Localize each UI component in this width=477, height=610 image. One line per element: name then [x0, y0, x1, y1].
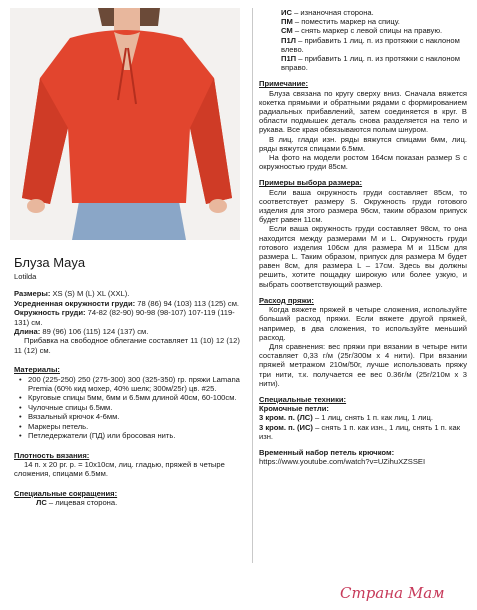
- abbr-key: ПМ: [281, 17, 293, 27]
- techniques-subtitle: Кромочные петли:: [259, 404, 329, 414]
- chest-line: [14, 299, 246, 308]
- chest-value: 78 (86) 94 (103) 113 (125) см.: [135, 298, 240, 308]
- technique-value: – 1 лиц, снять 1 п. как лиц, 1 лиц.: [312, 413, 434, 423]
- list-item: • Петледержатели (ПД) или бросовая нить.: [28, 431, 246, 440]
- right-column: [259, 8, 467, 466]
- list-item: • Круговые спицы 5мм, 6мм и 6.5мм длиной 40см, 60-100см.: [28, 393, 246, 402]
- abbr-value: – поместить маркер на спицу.: [292, 17, 400, 27]
- pattern-author: Lotilda: [14, 272, 37, 281]
- length-line: [14, 327, 246, 336]
- abbr-item: [281, 26, 467, 35]
- list-item: • Чулочные спицы 6.5мм.: [28, 403, 246, 412]
- density-title: Плотность вязания:: [14, 450, 90, 460]
- sizes-line: [14, 289, 246, 298]
- materials-list: [14, 375, 246, 441]
- list-item: • 200 (225-250) 250 (275-300) 300 (325-350) гр. пряжи Lamana Premia (60% кид мохер, 40% шелк; 300м/25г) цв. #25.: [28, 375, 246, 394]
- sweater-illustration: [10, 8, 240, 240]
- abbr-value: – изнаночная сторона.: [291, 8, 374, 17]
- sizes-label: Размеры:: [14, 289, 51, 299]
- sizes-value: XS (S) M (L) XL (XXL).: [50, 289, 130, 299]
- technique-value: – снять 1 п. как изн., 1 лиц, снять 1 п. как изн.: [259, 422, 461, 441]
- materials-title: Материалы:: [14, 365, 60, 375]
- examples-paragraph: Если ваша окружность груди составляет 85см, то соответствует размеру S. Окружность груди готового изделия для этого размера 96см, таким образом припуск будет равен 11см.: [259, 187, 467, 225]
- technique-item: [259, 413, 467, 422]
- note-paragraph: На фото на модели ростом 164см показан размер S с окружностью груди 85см.: [259, 153, 467, 172]
- abbr-key: П1П: [281, 54, 297, 64]
- techniques-title: Специальные техники:: [259, 394, 347, 404]
- abbr-value: – снять маркер с левой спицы на правую.: [292, 26, 443, 36]
- ease-text: Прибавка на свободное облегание составляет 11 (10) 12 (12) 11 (12) см.: [14, 336, 240, 355]
- list-item: • Вязальный крючок 4-6мм.: [28, 412, 246, 421]
- length-label: Длина:: [14, 327, 41, 337]
- examples-paragraph: Если ваша окружность груди составляет 98см, то она находится между размерами M и L. Окружность груди готового изделия 106см для размера M и 115см для размера L. Таким образом, припуск для размера M будет равен 8см, для размера L – 17см. Здесь вы должны решить, хотите пощадку широкую или более узкую, и выбрать соответствующий размер.: [259, 224, 467, 289]
- cast-on-title: Временный набор петель крючком:: [259, 447, 395, 457]
- yarn-paragraph: Для сравнения: вес пряжи при вязании в четыре нити составляет 0,33 г/м (25г/300м x 4 нити). При вязании пряжей метражом 210м/50г, лучше использовать пряжу три нити, т.к. получается ее вес 0.36г/м (25г/210м x 3 нити).: [259, 341, 467, 388]
- left-column: [14, 255, 246, 508]
- abbr-ls: [36, 498, 246, 507]
- note-title: Примечание:: [259, 79, 309, 89]
- examples-title: Примеры выбора размера:: [259, 178, 363, 188]
- note-paragraph: В лиц. глади изн. ряды вяжутся спицами 6мм, лиц. ряды вяжутся спицами 6.5мм.: [259, 134, 467, 153]
- girth-label: Окружность груди:: [14, 308, 86, 318]
- abbr-value: – прибавить 1 лиц. п. из протяжки с наклоном вправо.: [281, 54, 460, 73]
- technique-key: 3 кром. п. (ЛС): [259, 413, 313, 423]
- abbr-value: – лицевая сторона.: [46, 498, 118, 508]
- abbr-item: [281, 8, 467, 17]
- chest-label: Усредненная окружности груди:: [14, 298, 136, 308]
- abbr-key: СМ: [281, 26, 293, 36]
- abbr-key: П1Л: [281, 35, 297, 45]
- abbr-value: – прибавить 1 лиц. п. из протяжки с наклоном влево.: [281, 35, 460, 54]
- site-watermark: Страна Мам: [340, 584, 445, 602]
- abbr-item: [281, 54, 467, 72]
- abbr-title: Специальные сокращения:: [14, 488, 118, 498]
- yarn-paragraph: Когда вяжете пряжей в четыре сложения, используйте больший расход пряжи. Если вяжете другой пряжей, например, в два сложения, то используйте меньший расход.: [259, 305, 467, 342]
- list-item: • Маркеры петель.: [28, 422, 246, 431]
- column-divider: [252, 8, 253, 563]
- yarn-title: Расход пряжи:: [259, 295, 314, 305]
- length-value: 89 (96) 106 (115) 124 (137) см.: [40, 327, 149, 337]
- abbr-key: ЛС: [36, 498, 47, 508]
- abbr-item: [281, 17, 467, 26]
- technique-key: 3 кром. п. (ИС): [259, 422, 313, 432]
- technique-item: [259, 423, 467, 441]
- density-text: 14 п. х 20 рг. р. = 10x10см, лиц. гладью, пряжей в четыре сложения, спицами 6.5мм.: [14, 459, 225, 479]
- abbr-item: [281, 36, 467, 54]
- model-photo: [10, 8, 240, 240]
- video-link[interactable]: https://www.youtube.com/watch?v=UZihuXZSSEI: [259, 457, 426, 467]
- pattern-title: Блуза Maya: [14, 255, 86, 270]
- abbr-key: ИС: [281, 8, 292, 17]
- note-paragraph: Блуза связана по кругу сверху вниз. Сначала вяжется кокетка прямыми и обратными рядами с формированием радиальных прибавлений, затем соединяется в круг. В области подмышек деталь снова разделяется на тело и рукава. Все края обвязываются полым шнуром.: [259, 88, 467, 135]
- girth-value: 74-82 (82-90) 90-98 (98-107) 107-119 (119-131) см.: [14, 308, 235, 327]
- girth-line: [14, 308, 246, 327]
